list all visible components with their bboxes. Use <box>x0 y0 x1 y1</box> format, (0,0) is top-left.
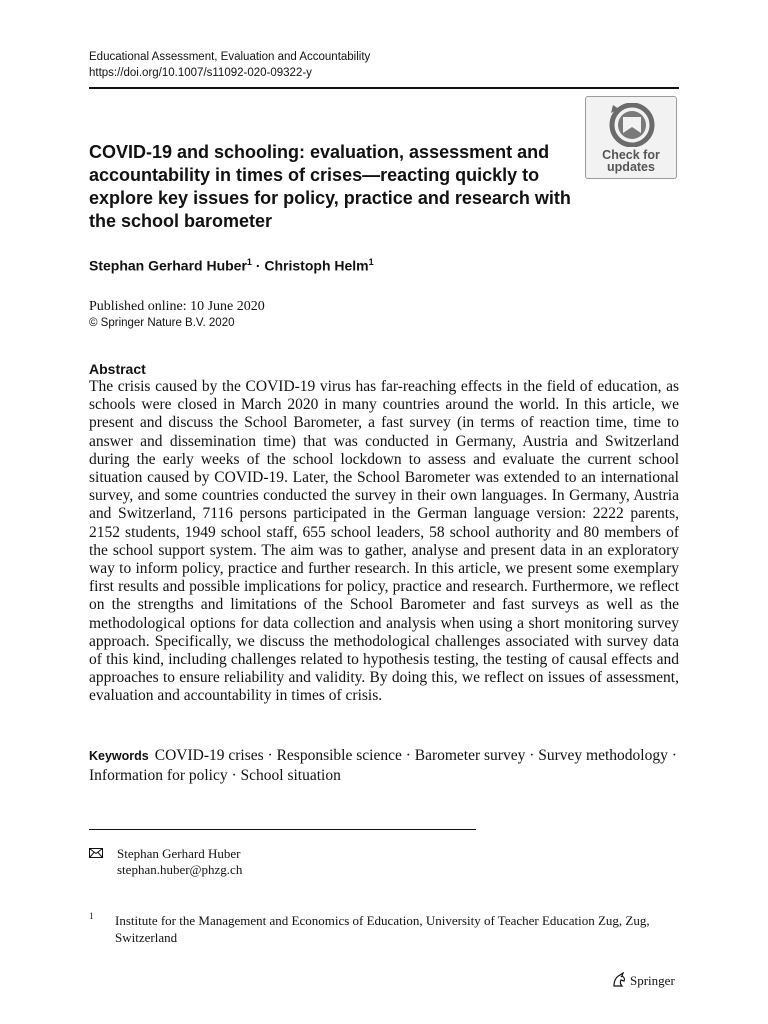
journal-header <box>89 49 370 81</box>
journal-name: Educational Assessment, Evaluation and Accountability <box>89 51 371 63</box>
abstract-heading: Abstract <box>89 361 146 377</box>
publication-info <box>89 299 265 331</box>
affiliation-footnote <box>89 912 679 946</box>
keywords-label: Keywords <box>89 749 149 763</box>
abstract-text: The crisis caused by the COVID-19 virus has far-reaching effects in the field of education, as schools were closed in March 2020 in many countries around the world. In this article, we present and discuss the School Barometer, a fast survey (in terms of reaction time, time to answer and dissemination time) that was conducted in Germany, Austria and Switzerland during the early weeks of the school lockdown to assess and evaluate the current school situation caused by COVID-19. Later, the School Barometer was extended to an international survey, and some countries conducted the survey in their own languages. In Germany, Austria and Switzerland, 7116 persons participated in the German language version: 2222 parents, 2152 students, 1949 school staff, 655 school leaders, 58 school authority and 80 members of the school support system. The aim was to gather, analyse and present data in an exploratory way to inform policy, practice and further research. In this article, we present some exemplary first results and possible implications for policy, practice and research. Furthermore, we reflect on the strengths and limitations of the School Barometer and fast surveys as well as the methodological options for data collection and analysis when using a short monitoring survey approach. Specifically, we discuss the methodological challenges associated with survey data of this kind, including challenges related to hypothesis testing, the testing of causal effects and approaches to ensure reliability and validity. By doing this, we reflect on issues of assessment, evaluation and accountability in times of crisis. <box>89 378 679 705</box>
author-list <box>89 257 374 274</box>
badge-line-1: Check for <box>602 148 660 162</box>
author-separator: · <box>255 257 261 274</box>
published-date: Published online: 10 June 2020 <box>89 299 265 314</box>
header-rule <box>89 87 679 89</box>
affiliation-marker: 1 <box>368 257 374 267</box>
publisher-logo <box>611 972 675 989</box>
check-for-updates-badge[interactable] <box>585 96 677 179</box>
check-for-updates-icon <box>609 103 655 147</box>
author-name[interactable]: Stephan Gerhard Huber <box>89 257 247 274</box>
keywords-section <box>89 746 679 786</box>
article-title: COVID-19 and schooling: evaluation, assessment and accountability in times of crises—reacting quickly to explore key issues for policy, practice and research with the school barometer <box>89 142 571 231</box>
author-name[interactable]: Christoph Helm <box>264 257 369 274</box>
keywords-list: COVID-19 crises · Responsible science · Barometer survey · Survey methodology · Information for policy · School situation <box>89 747 677 784</box>
springer-horse-icon <box>611 972 627 988</box>
affiliation-number: 1 <box>89 911 94 921</box>
doi-link[interactable]: https://doi.org/10.1007/s11092-020-09322-y <box>89 67 312 79</box>
corresponding-email[interactable]: stephan.huber@phzg.ch <box>117 862 243 877</box>
affiliation-marker: 1 <box>246 257 252 267</box>
badge-line-2: updates <box>607 160 655 174</box>
badge-label <box>586 149 676 173</box>
corresponding-name: Stephan Gerhard Huber <box>117 846 241 861</box>
publisher-name: Springer <box>630 973 675 988</box>
copyright-notice: © Springer Nature B.V. 2020 <box>89 317 235 329</box>
envelope-icon <box>89 848 103 858</box>
affiliation-text: Institute for the Management and Economics of Education, University of Teacher Education Zug, Zug, Switzerland <box>115 913 650 945</box>
footnote-rule <box>89 829 476 830</box>
